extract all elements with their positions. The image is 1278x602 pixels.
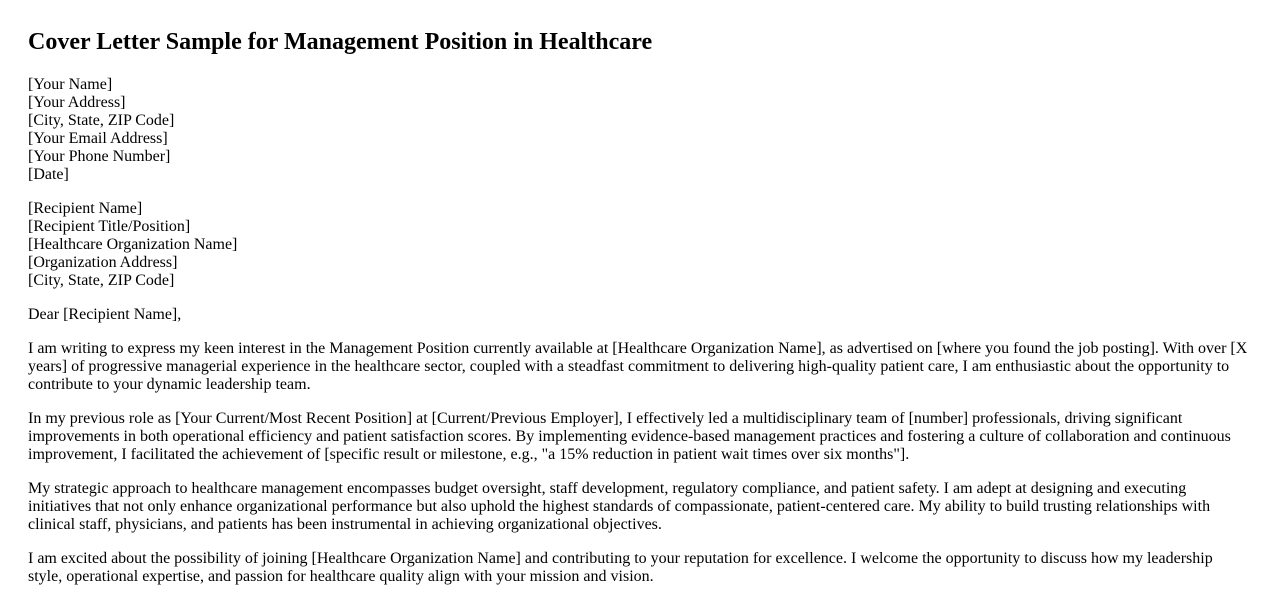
body-paragraph-intro: I am writing to express my keen interest in the Management Position currently available at [Healthcare Organization Name], as advertised on [where you found the job posting]. With over [X years] of progressive managerial experience in the healthcare sector, coupled with a steadfast commitment to delivering high-quality patient care, I am enthusiastic about the opportunity to contribute to your dynamic leadership team. [28,340,1248,393]
recipient-city-state-zip: [City, State, ZIP Code] [28,272,175,289]
letter-date: [Date] [28,166,69,183]
body-paragraph-approach: My strategic approach to healthcare management encompasses budget oversight, staff development, regulatory compliance, and patient safety. I am adept at designing and executing initiatives that not only enhance organizational performance but also uphold the highest standards of compassionate, patient-centered care. My ability to build trusting relationships with clinical staff, physicians, and patients has been instrumental in achieving organizational objectives. [28,480,1211,533]
page-title: Cover Letter Sample for Management Position in Healthcare [28,29,653,55]
recipient-title: [Recipient Title/Position] [28,218,191,235]
recipient-name: [Recipient Name] [28,200,143,217]
recipient-address-block [28,200,1250,290]
sender-email: [Your Email Address] [28,130,168,147]
body-paragraph-experience: In my previous role as [Your Current/Most Recent Position] at [Current/Previous Employer], I effectively led a multidisciplinary team of [number] professionals, driving significant improvements in both operational efficiency and patient satisfaction scores. By implementing evidence-based management practices and fostering a culture of collaboration and continuous improvement, I facilitated the achievement of [specific result or milestone, e.g., "a 15% reduction in patient wait times over six months"]. [28,410,1231,463]
recipient-address: [Organization Address] [28,254,178,271]
sender-phone: [Your Phone Number] [28,148,171,165]
sender-address: [Your Address] [28,94,126,111]
sender-city-state-zip: [City, State, ZIP Code] [28,112,175,129]
sender-name: [Your Name] [28,76,113,93]
body-paragraph-closing: I am excited about the possibility of joining [Healthcare Organization Name] and contributing to your reputation for excellence. I welcome the opportunity to discuss how my leadership style, operational expertise, and passion for healthcare quality align with your mission and vision. [28,550,1213,585]
recipient-organization: [Healthcare Organization Name] [28,236,238,253]
salutation: Dear [Recipient Name], [28,306,182,323]
sender-address-block [28,76,1250,184]
